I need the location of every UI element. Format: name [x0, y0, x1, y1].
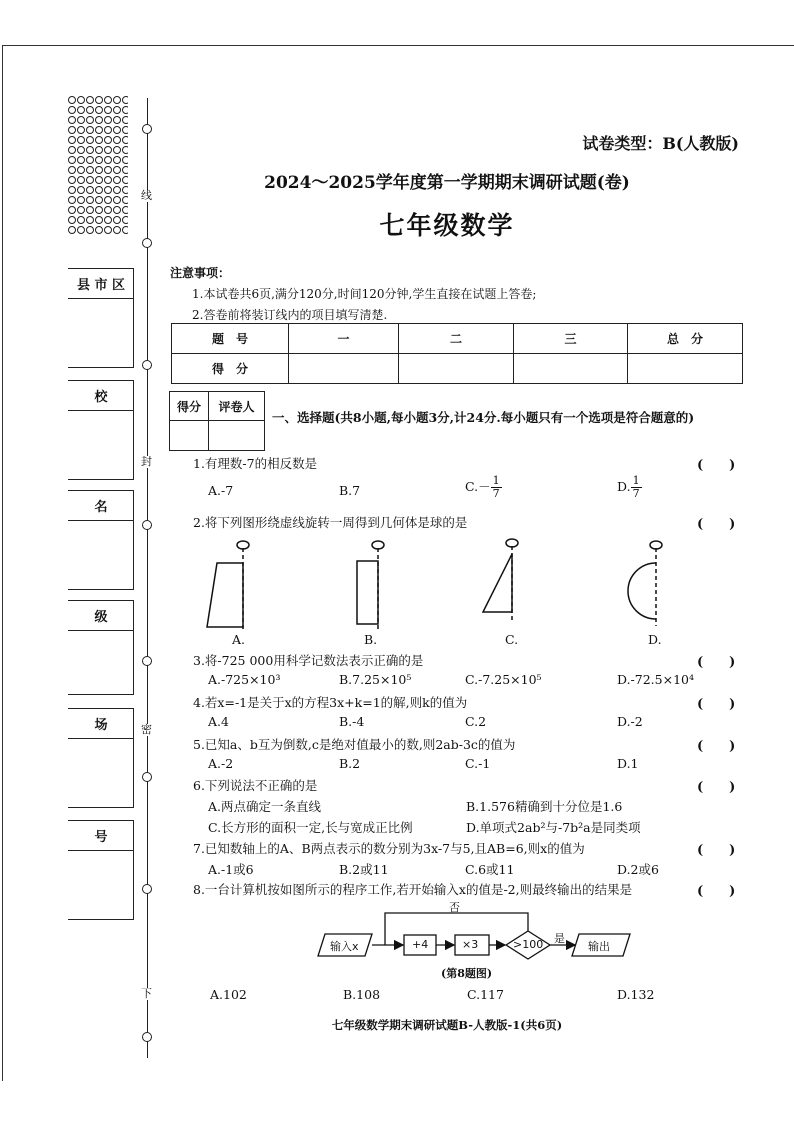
- q7-option-c[interactable]: C.6或11: [465, 862, 515, 877]
- grader-name-label: 评卷人: [209, 392, 265, 421]
- q5-option-c[interactable]: C.-1: [465, 756, 491, 771]
- answer-blank[interactable]: ( ): [697, 697, 736, 712]
- binding-mark-xian: 线: [141, 189, 152, 202]
- q1-option-d-prefix: D.: [617, 479, 631, 494]
- question-4-stem: 4.若x=-1是关于x的方程3x+k=1的解,则k的值为: [193, 695, 468, 710]
- q5-option-b[interactable]: B.2: [339, 756, 361, 771]
- denominator: 7: [632, 487, 640, 500]
- q4-option-b[interactable]: B.-4: [339, 714, 365, 729]
- exam-title: 2024～2025学年度第一学期期末调研试题(卷): [264, 173, 630, 193]
- flow-multiply-label: ×3: [462, 938, 479, 951]
- field-county-label: 县 市 区: [68, 269, 134, 299]
- question-8-stem: 8.一台计算机按如图所示的程序工作,若开始输入x的值是-2,则最终输出的结果是: [193, 882, 633, 897]
- q8-option-a[interactable]: A.102: [210, 987, 247, 1002]
- score-header-cell: 一: [289, 324, 399, 354]
- figure-caption: (第8题图): [441, 967, 493, 980]
- question-1-stem: 1.有理数-7的相反数是: [193, 456, 318, 471]
- answer-blank[interactable]: ( ): [697, 780, 736, 795]
- q3-option-d[interactable]: D.-72.5×10⁴: [617, 672, 694, 687]
- q5-option-d[interactable]: D.1: [617, 756, 639, 771]
- grader-score-label: 得分: [170, 392, 209, 421]
- numerator: 1: [492, 474, 500, 487]
- subject-title: 七年级数学: [379, 211, 515, 240]
- q6-option-b[interactable]: B.1.576精确到十分位是1.6: [466, 799, 623, 814]
- score-row-label: 得 分: [172, 354, 289, 384]
- answer-blank[interactable]: ( ): [697, 884, 736, 899]
- q7-option-d[interactable]: D.2或6: [617, 862, 659, 877]
- q3-option-c[interactable]: C.-7.25×10⁵: [465, 672, 542, 687]
- question-3-stem: 3.将-725 000用科学记数法表示正确的是: [193, 653, 424, 668]
- q2-option-b[interactable]: B.: [364, 632, 378, 647]
- flow-condition-label: >100: [513, 938, 544, 951]
- score-header-cell: 二: [399, 324, 514, 354]
- flow-input-label: 输入x: [330, 940, 359, 953]
- answer-blank[interactable]: ( ): [697, 655, 736, 670]
- question-7-stem: 7.已知数轴上的A、B两点表示的数分别为3x-7与5,且AB=6,则x的值为: [193, 841, 585, 856]
- answer-blank[interactable]: ( ): [697, 739, 736, 754]
- q6-option-d[interactable]: D.单项式2ab²与-7b²a是同类项: [466, 820, 641, 835]
- q8-option-b[interactable]: B.108: [343, 987, 381, 1002]
- binding-mark-xia: 下: [141, 987, 152, 1000]
- q7-option-b[interactable]: B.2或11: [339, 862, 389, 877]
- field-name-label: 名: [68, 491, 134, 521]
- section-heading: 一、选择题(共8小题,每小题3分,计24分.每小题只有一个选项是符合题意的): [272, 410, 695, 425]
- question-5-stem: 5.已知a、b互为倒数,c是绝对值最小的数,则2ab-3c的值为: [193, 737, 516, 752]
- q3-option-a[interactable]: A.-725×10³: [208, 672, 281, 687]
- field-number-label: 号: [68, 821, 134, 851]
- q6-option-c[interactable]: C.长方形的面积一定,长与宽成正比例: [208, 820, 413, 835]
- binding-mark-feng: 封: [141, 455, 152, 468]
- score-header-cell: 题 号: [172, 324, 289, 354]
- question-2-stem: 2.将下列图形绕虚线旋转一周得到几何体是球的是: [193, 515, 468, 530]
- notes-heading: 注意事项：: [170, 266, 231, 280]
- flow-add-label: +4: [412, 938, 429, 951]
- flow-loop-line: [385, 913, 528, 945]
- q1-option-c-prefix: C.－: [465, 479, 491, 494]
- page-footer: 七年级数学期末调研试题B-人教版-1(共6页): [331, 1018, 563, 1032]
- notes-item: 1.本试卷共6页,满分120分,时间120分钟,学生直接在试题上答卷;: [192, 287, 537, 301]
- question-6-stem: 6.下列说法不正确的是: [193, 778, 318, 793]
- field-room-label: 场: [68, 709, 134, 739]
- paper-type: 试卷类型：B(人教版): [582, 134, 739, 153]
- score-header-cell: 总 分: [628, 324, 743, 354]
- denominator: 7: [492, 487, 500, 500]
- notes-item: 2.答卷前将装订线内的项目填写清楚.: [192, 308, 388, 322]
- q2-option-a[interactable]: A.: [232, 632, 246, 647]
- answer-blank[interactable]: ( ): [697, 517, 736, 532]
- field-school-label: 校: [68, 381, 134, 411]
- answer-blank[interactable]: ( ): [697, 843, 736, 858]
- flow-output-label: 输出: [588, 940, 610, 953]
- q3-option-b[interactable]: B.7.25×10⁵: [339, 672, 412, 687]
- q1-option-b[interactable]: B.7: [339, 483, 361, 498]
- q1-option-a[interactable]: A.-7: [208, 483, 234, 498]
- q8-option-d[interactable]: D.132: [617, 987, 655, 1002]
- q5-option-a[interactable]: A.-2: [208, 756, 234, 771]
- q4-option-c[interactable]: C.2: [465, 714, 487, 729]
- flow-yes-label: 是: [554, 932, 565, 945]
- answer-blank[interactable]: ( ): [697, 458, 736, 473]
- score-header-cell: 三: [514, 324, 628, 354]
- q6-option-a[interactable]: A.两点确定一条直线: [208, 799, 322, 814]
- q4-option-a[interactable]: A.4: [208, 714, 229, 729]
- field-class-label: 级: [68, 601, 134, 631]
- q7-option-a[interactable]: A.-1或6: [208, 862, 254, 877]
- q2-option-d[interactable]: D.: [648, 632, 662, 647]
- flow-no-label: 否: [449, 901, 460, 914]
- q4-option-d[interactable]: D.-2: [617, 714, 643, 729]
- q2-option-c[interactable]: C.: [505, 632, 519, 647]
- binding-mark-mi: 密: [141, 723, 152, 736]
- q8-option-c[interactable]: C.117: [467, 987, 504, 1002]
- numerator: 1: [632, 474, 640, 487]
